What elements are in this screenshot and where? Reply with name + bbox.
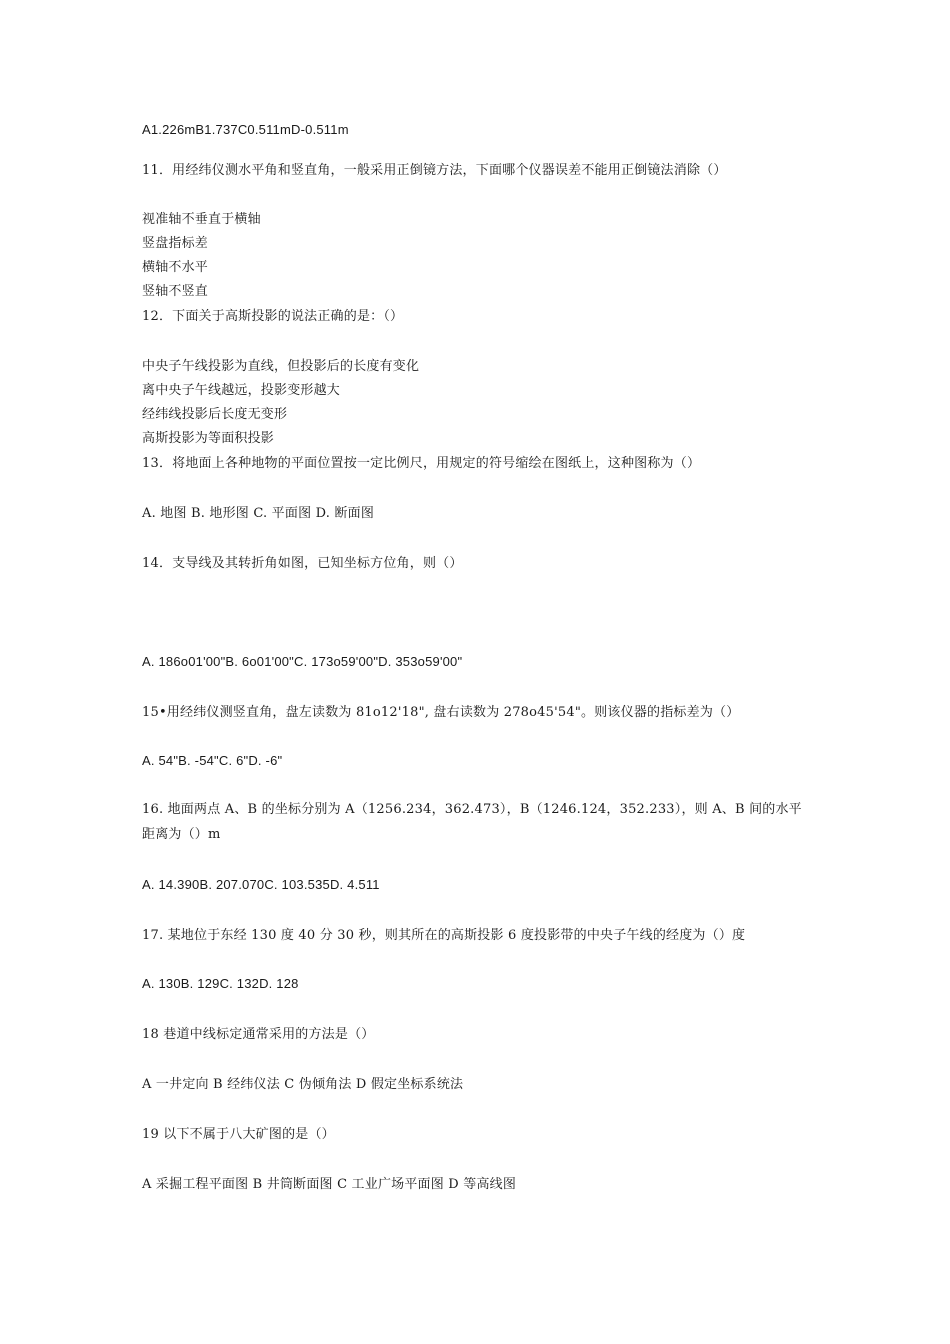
q15-answer-options: A. 54"B. -54"C. 6"D. -6"	[142, 753, 283, 768]
q11-option-4: 竖轴不竖直	[142, 284, 209, 299]
q12-question: 12．下面关于高斯投影的说法正确的是：（）	[142, 309, 404, 324]
q12-option-4: 高斯投影为等面积投影	[142, 431, 275, 446]
q12-option-2: 离中央子午线越远，投影变形越大	[142, 383, 341, 398]
q11-question: 11．用经纬仪测水平角和竖直角，一般采用正倒镜方法，下面哪个仪器误差不能用正倒镜法消除（）	[142, 163, 727, 178]
q12-option-3: 经纬线投影后长度无变形	[142, 407, 288, 422]
q11-option-3: 横轴不水平	[142, 260, 209, 275]
q12-option-1: 中央子午线投影为直线，但投影后的长度有变化	[142, 359, 420, 374]
q19-answer-options: A 采掘工程平面图 B 井筒断面图 C 工业广场平面图 D 等高线图	[142, 1177, 517, 1192]
q14-question: 14．支导线及其转折角如图，已知坐标方位角，则（）	[142, 556, 463, 571]
q10-answer-options: A1.226mB1.737C0.511mD-0.511m	[142, 122, 349, 137]
q15-question: 15•用经纬仪测竖直角，盘左读数为 81o12'18", 盘右读数为 278o45'54"。则该仪器的指标差为（）	[142, 705, 740, 720]
q11-option-2: 竖盘指标差	[142, 236, 209, 251]
q19-question: 19 以下不属于八大矿图的是（）	[142, 1127, 335, 1142]
q16-question-line-1: 16. 地面两点 A、B 的坐标分别为 A（1256.234，362.473），B（1246.124，352.233），则 A、B 间的水平	[142, 802, 802, 817]
q16-answer-options: A. 14.390B. 207.070C. 103.535D. 4.511	[142, 877, 380, 892]
q13-question: 13．将地面上各种地物的平面位置按一定比例尺，用规定的符号缩绘在图纸上，这种图称为（）	[142, 456, 701, 471]
q18-question: 18 巷道中线标定通常采用的方法是（）	[142, 1027, 375, 1042]
q17-answer-options: A. 130B. 129C. 132D. 128	[142, 976, 299, 991]
q18-answer-options: A 一井定向 B 经纬仪法 C 伪倾角法 D 假定坐标系统法	[142, 1077, 464, 1092]
q11-option-1: 视准轴不垂直于横轴	[142, 212, 261, 227]
q13-answer-options: A. 地图 B. 地形图 C. 平面图 D. 断面图	[142, 506, 375, 521]
q14-answer-options: A. 186o01'00"B. 6o01'00"C. 173o59'00"D. 353o59'00"	[142, 654, 463, 669]
q17-question: 17. 某地位于东经 130 度 40 分 30 秒，则其所在的高斯投影 6 度投影带的中央子午线的经度为（）度	[142, 928, 746, 943]
q16-question-line-2: 距离为（）m	[142, 827, 221, 842]
